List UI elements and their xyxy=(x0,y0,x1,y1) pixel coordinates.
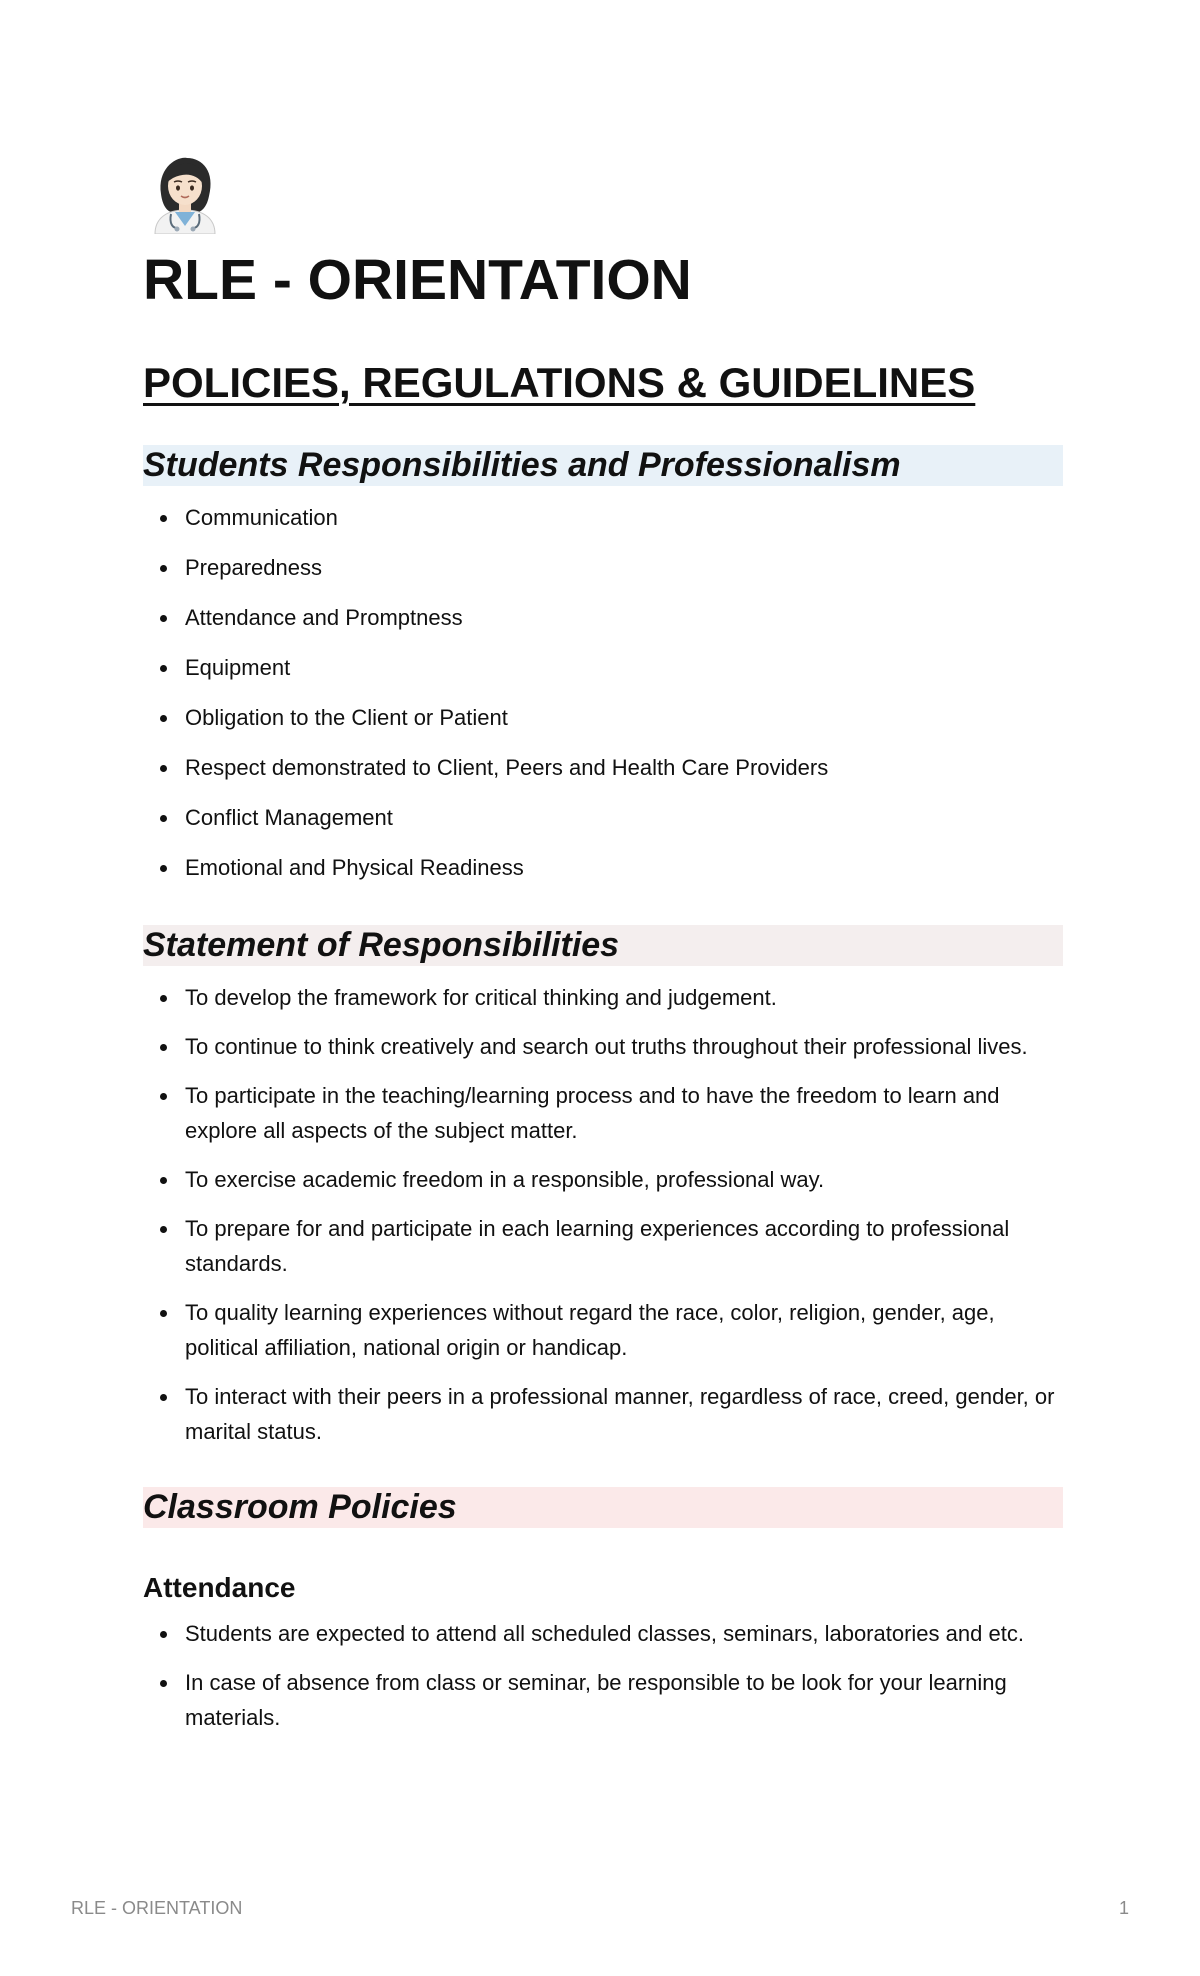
list-item: Emotional and Physical Readiness xyxy=(185,850,1063,885)
doctor-woman-icon xyxy=(143,150,227,234)
list-item: Communication xyxy=(185,500,1063,535)
list-item: Conflict Management xyxy=(185,800,1063,835)
section-title: POLICIES, REGULATIONS & GUIDELINES xyxy=(143,358,976,406)
list-item: Equipment xyxy=(185,650,1063,685)
list-item: To continue to think creatively and search out truths throughout their professional lives. xyxy=(185,1029,1063,1064)
attendance-list xyxy=(143,1616,1063,1735)
footer-document-title: RLE - ORIENTATION xyxy=(71,1898,243,1918)
page-number: 1 xyxy=(1118,1898,1129,1918)
list-item: Attendance and Promptness xyxy=(185,600,1063,635)
list-item: Obligation to the Client or Patient xyxy=(185,700,1063,735)
heading-students-responsibilities: Students Responsibilities and Professionalism xyxy=(143,445,1063,486)
list-item: To develop the framework for critical thinking and judgement. xyxy=(185,980,1063,1015)
page-title: RLE - ORIENTATION xyxy=(143,248,692,312)
list-item: In case of absence from class or seminar, be responsible to be look for your learning materials. xyxy=(185,1665,1063,1735)
heading-attendance: Attendance xyxy=(143,1571,296,1603)
document-page xyxy=(143,150,1063,1749)
list-item: To prepare for and participate in each learning experiences according to professional standards. xyxy=(185,1211,1063,1281)
statement-of-responsibilities-list xyxy=(143,980,1063,1449)
heading-classroom-policies: Classroom Policies xyxy=(143,1487,1063,1528)
list-item: To quality learning experiences without regard the race, color, religion, gender, age, political affiliation, national origin or handicap. xyxy=(185,1295,1063,1365)
students-responsibilities-list xyxy=(143,500,1063,885)
list-item: Preparedness xyxy=(185,550,1063,585)
list-item: To participate in the teaching/learning process and to have the freedom to learn and explore all aspects of the subject matter. xyxy=(185,1078,1063,1148)
list-item: Respect demonstrated to Client, Peers and Health Care Providers xyxy=(185,750,1063,785)
heading-statement-of-responsibilities: Statement of Responsibilities xyxy=(143,925,1063,966)
list-item: Students are expected to attend all scheduled classes, seminars, laboratories and etc. xyxy=(185,1616,1063,1651)
list-item: To interact with their peers in a professional manner, regardless of race, creed, gender, or marital status. xyxy=(185,1379,1063,1449)
list-item: To exercise academic freedom in a responsible, professional way. xyxy=(185,1162,1063,1197)
